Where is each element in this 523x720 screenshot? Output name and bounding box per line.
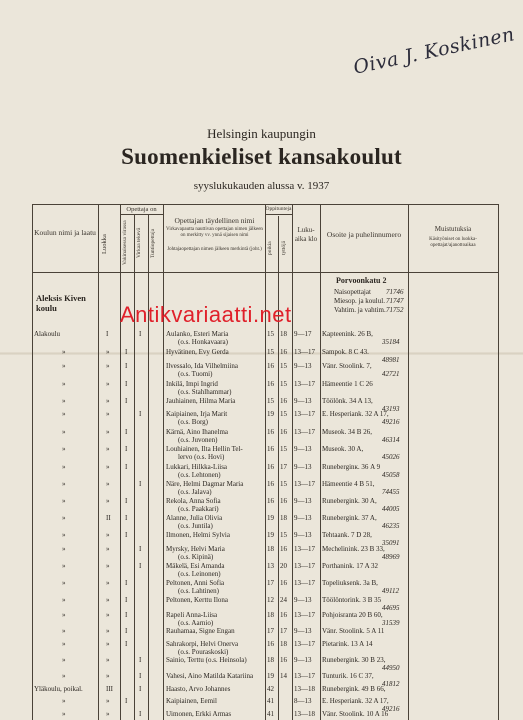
cell-teacher-maiden-name: (o.s. Honkavaara) xyxy=(178,338,228,346)
cell-class: III xyxy=(106,685,113,693)
cell-class: » xyxy=(106,428,110,436)
cell-school: » xyxy=(62,640,66,648)
cell-class: » xyxy=(106,579,110,587)
header-acting: Virkaa tekevä xyxy=(136,227,142,259)
cell-permanent: I xyxy=(125,428,128,436)
cell-permanent: I xyxy=(125,611,128,619)
cell-teacher-name: Peltonen, Anni Sofia xyxy=(166,579,225,587)
cell-phone: 44005 xyxy=(382,505,400,513)
subheader-rule xyxy=(265,214,292,215)
cell-permanent: I xyxy=(125,514,128,522)
cell-time: 13—17 xyxy=(294,640,315,648)
cell-boys: 18 xyxy=(267,611,274,619)
cell-address: Topeliuksenk. 3a B, xyxy=(322,579,378,587)
cell-girls: 24 xyxy=(280,596,287,604)
cell-boys: 16 xyxy=(267,362,274,370)
paper-fold xyxy=(0,352,523,355)
cell-class: » xyxy=(106,445,110,453)
cell-teacher-name: Ilmonen, Helmi Sylvia xyxy=(166,531,230,539)
cell-school: » xyxy=(62,380,66,388)
cell-address: Sampok. 8 C 43. xyxy=(322,348,369,356)
cell-girls: 18 xyxy=(280,330,287,338)
cell-class: » xyxy=(106,480,110,488)
cell-teacher-name: Kärnä, Aino Ihanelma xyxy=(166,428,229,436)
cell-acting: I xyxy=(139,480,142,488)
col-rule xyxy=(292,204,293,720)
col-rule xyxy=(163,204,164,720)
header-teacher-name-note1: Virkavapautta nauttivan opettajan nimen jälkeen on merkitty vv. ynnä sijaisen nimi xyxy=(166,227,263,238)
cell-time: 13—17 xyxy=(294,348,315,356)
cell-girls: 15 xyxy=(280,380,287,388)
cell-girls: 16 xyxy=(280,497,287,505)
col-rule xyxy=(278,216,279,720)
title-city: Helsingin kaupungin xyxy=(207,126,316,141)
cell-teacher-maiden-name: (o.s. Pouraskoski) xyxy=(178,648,229,656)
cell-girls: 20 xyxy=(280,562,287,570)
cell-girls: 16 xyxy=(280,348,287,356)
cell-time: 13—18 xyxy=(294,710,315,718)
col-rule xyxy=(148,214,149,720)
cell-acting: I xyxy=(139,672,142,680)
cell-address: Tehtaank. 7 D 28, xyxy=(322,531,372,539)
header-permanent: Vakinaisessa virassa xyxy=(122,220,128,266)
cell-school: » xyxy=(62,562,66,570)
school-phone-label: Miesop. ja koulul. xyxy=(334,297,385,305)
cell-address: Vänr. Stoolink. 5 A 11 xyxy=(322,627,385,635)
cell-address: Museok. 34 B 26, xyxy=(322,428,372,436)
cell-permanent: I xyxy=(125,531,128,539)
cell-school: » xyxy=(62,656,66,664)
cell-permanent: I xyxy=(125,640,128,648)
cell-address: Runebergink. 30 B 23, xyxy=(322,656,386,664)
cell-time: 9—13 xyxy=(294,497,312,505)
cell-address: Vänr. Stoolink. 10 A 16 xyxy=(322,710,389,718)
cell-teacher-maiden-name: (o.s. Lahtinen) xyxy=(178,587,220,595)
cell-class: » xyxy=(106,545,110,553)
cell-address: E. Hesperiank. 32 A 17, xyxy=(322,697,389,705)
cell-school: » xyxy=(62,514,66,522)
cell-teacher-name: Peltonen, Kerttu Ilona xyxy=(166,596,229,604)
cell-address: Mechelinink. 23 B 33, xyxy=(322,545,385,553)
cell-acting: I xyxy=(139,710,142,718)
cell-address: Pohjoisranta 20 B 60, xyxy=(322,611,383,619)
cell-time: 13—17 xyxy=(294,611,315,619)
cell-acting: I xyxy=(139,562,142,570)
cell-teacher-name: Rapeli Anna-Liisa xyxy=(166,611,218,619)
cell-time: 9—13 xyxy=(294,627,312,635)
header-school: Koulun nimi ja laatu xyxy=(34,228,96,237)
cell-phone: 31539 xyxy=(382,619,400,627)
cell-school: » xyxy=(62,611,66,619)
cell-school: » xyxy=(62,428,66,436)
cell-boys: 16 xyxy=(267,480,274,488)
cell-address: Töölönk. 34 A 13, xyxy=(322,397,373,405)
cell-girls: 18 xyxy=(280,640,287,648)
handwritten-signature: Oiva J. Koskinen xyxy=(351,23,517,79)
cell-phone: 35184 xyxy=(382,338,400,346)
cell-teacher-name: Aulanko, Esteri Maria xyxy=(166,330,229,338)
cell-teacher-name: Näre, Helmi Dagmar Maria xyxy=(166,480,244,488)
cell-boys: 19 xyxy=(267,514,274,522)
cell-class: » xyxy=(106,710,110,718)
cell-permanent: I xyxy=(125,627,128,635)
cell-teacher-name: Vahesi, Aino Matilda Katariina xyxy=(166,672,254,680)
cell-class: » xyxy=(106,697,110,705)
cell-time: 13—17 xyxy=(294,672,315,680)
cell-teacher-name: Alanne, Julia Olivia xyxy=(166,514,223,522)
header-teacher-name: Opettajan täydellinen nimi xyxy=(174,216,255,225)
cell-teacher-name: Hyvätinen, Evy Gerda xyxy=(166,348,229,356)
cell-class: » xyxy=(106,611,110,619)
header-notes: Muistutuksia xyxy=(434,225,472,233)
cell-boys: 15 xyxy=(267,348,274,356)
cell-time: 9—13 xyxy=(294,514,312,522)
cell-teacher-name: Kaipiainen, Irja Marit xyxy=(166,410,228,418)
cell-school: » xyxy=(62,410,66,418)
cell-time: 9—13 xyxy=(294,596,312,604)
cell-time: 13—17 xyxy=(294,562,315,570)
cell-permanent: I xyxy=(125,697,128,705)
header-girls: tyttöjä xyxy=(281,240,287,256)
cell-address: E. Hesperiank. 32 A 17, xyxy=(322,410,389,418)
cell-boys: 15 xyxy=(267,397,274,405)
header-address: Osoite ja puhelinnumero xyxy=(326,230,402,239)
cell-girls: 16 xyxy=(280,656,287,664)
school-phone-number: 71747 xyxy=(386,297,404,305)
cell-time: 9—13 xyxy=(294,463,312,471)
cell-school: » xyxy=(62,672,66,680)
cell-phone: 41812 xyxy=(382,680,400,688)
cell-acting: I xyxy=(139,410,142,418)
cell-address: Runebergink. 30 A, xyxy=(322,497,377,505)
school-phone-label: Vahtim. ja vahtim. xyxy=(334,306,386,314)
school-phone-number: 71746 xyxy=(386,288,404,296)
cell-boys: 19 xyxy=(267,531,274,539)
cell-address: Kapteenink. 26 B, xyxy=(322,330,373,338)
cell-teacher-maiden-name: (o.s. Jalava) xyxy=(178,488,212,496)
cell-teacher-name: Mäkelä, Esi Amanda xyxy=(166,562,225,570)
cell-class: » xyxy=(106,627,110,635)
cell-teacher-maiden-name: (o.s. Aarnio) xyxy=(178,619,214,627)
cell-boys: 41 xyxy=(267,697,274,705)
cell-phone: 44950 xyxy=(382,664,400,672)
cell-permanent: I xyxy=(125,380,128,388)
cell-boys: 16 xyxy=(267,428,274,436)
cell-boys: 19 xyxy=(267,410,274,418)
header-teacher-is: Opettaja on xyxy=(126,206,157,213)
cell-permanent: I xyxy=(125,579,128,587)
cell-school: » xyxy=(62,545,66,553)
cell-acting: I xyxy=(139,656,142,664)
col-rule xyxy=(320,204,321,720)
cell-address: Museok. 30 A, xyxy=(322,445,364,453)
cell-class: » xyxy=(106,348,110,356)
school-phone-number: 71752 xyxy=(386,306,404,314)
cell-class: » xyxy=(106,640,110,648)
cell-school: » xyxy=(62,463,66,471)
cell-school: » xyxy=(62,697,66,705)
cell-girls: 16 xyxy=(280,545,287,553)
cell-phone: 43193 xyxy=(382,405,400,413)
header-pupils: Oppitunteja xyxy=(265,206,292,212)
cell-phone: 46314 xyxy=(382,436,400,444)
cell-class: » xyxy=(106,380,110,388)
cell-phone: 49216 xyxy=(382,418,400,426)
cell-class: » xyxy=(106,656,110,664)
cell-teacher-name: Haasto, Arvo Johannes xyxy=(166,685,231,693)
title-period: syyslukukauden alussa v. 1937 xyxy=(193,180,330,192)
cell-address: Hämeentie 4 B 51, xyxy=(322,480,375,488)
cell-class: II xyxy=(106,514,111,522)
cell-teacher-maiden-name: (o.s. Leinonen) xyxy=(178,570,221,578)
cell-class: I xyxy=(106,330,109,338)
cell-girls: 15 xyxy=(280,480,287,488)
cell-teacher-maiden-name: (o.s. Borg) xyxy=(178,418,209,426)
cell-school: » xyxy=(62,627,66,635)
cell-boys: 18 xyxy=(267,545,274,553)
header-teacher-name-note2: Johtajaopettajan nimen jälkeen merkintä (joht.) xyxy=(167,247,262,252)
cell-time: 8—13 xyxy=(294,697,312,705)
cell-address: Tunturik. 16 C 37, xyxy=(322,672,374,680)
cell-acting: I xyxy=(139,685,142,693)
cell-girls: 15 xyxy=(280,445,287,453)
cell-class: » xyxy=(106,397,110,405)
cell-phone: 48969 xyxy=(382,553,400,561)
cell-phone: 44695 xyxy=(382,604,400,612)
cell-girls: 17 xyxy=(280,463,287,471)
cell-phone: 42721 xyxy=(382,370,400,378)
cell-girls: 17 xyxy=(280,627,287,635)
cell-teacher-name: Kaipiainen, Eemil xyxy=(166,697,217,705)
cell-boys: 15 xyxy=(267,330,274,338)
cell-boys: 17 xyxy=(267,627,274,635)
cell-girls: 16 xyxy=(280,579,287,587)
cell-school: » xyxy=(62,348,66,356)
cell-time: 13—18 xyxy=(294,685,315,693)
cell-address: Runeberginк. 36 A 9 xyxy=(322,463,381,471)
cell-girls: 16 xyxy=(280,428,287,436)
cell-teacher-name: Inkilä, Impi Ingrid xyxy=(166,380,218,388)
cell-teacher-name: Louhiainen, Ilta Hellin Tel- xyxy=(166,445,243,453)
cell-school: » xyxy=(62,397,66,405)
cell-phone: 49112 xyxy=(382,587,399,595)
cell-school: Yläkoulu, poikal. xyxy=(34,685,83,693)
cell-girls: 14 xyxy=(280,672,287,680)
col-rule xyxy=(134,214,135,720)
col-rule xyxy=(408,204,409,720)
cell-time: 9—13 xyxy=(294,397,312,405)
cell-permanent: I xyxy=(125,348,128,356)
cell-permanent: I xyxy=(125,397,128,405)
school-address: Porvoonkatu 2 xyxy=(336,276,387,285)
cell-time: 13—17 xyxy=(294,480,315,488)
cell-address: Töölöntorink. 3 B 35 xyxy=(322,596,382,604)
cell-teacher-maiden-name: (o.s. Lehtonen) xyxy=(178,471,221,479)
cell-boys: 19 xyxy=(267,672,274,680)
cell-phone: 35091 xyxy=(382,539,400,547)
cell-teacher-name: Uimonen, Erkki Armas xyxy=(166,710,232,718)
cell-acting: I xyxy=(139,545,142,553)
cell-permanent: I xyxy=(125,463,128,471)
cell-school: Alakoulu xyxy=(34,330,61,338)
cell-time: 13—17 xyxy=(294,380,315,388)
cell-phone: 48981 xyxy=(382,356,400,364)
cell-class: » xyxy=(106,463,110,471)
header-notes-sub: Käsityöniset on luokka-opettajat/ajanottoaikaa xyxy=(429,237,477,248)
col-rule xyxy=(498,204,499,720)
cell-boys: 18 xyxy=(267,656,274,664)
cell-girls: 16 xyxy=(280,397,287,405)
cell-boys: 17 xyxy=(267,579,274,587)
document-title: Suomenkieliset kansakoulut xyxy=(121,144,402,169)
school-phone-label: Naisopettajat xyxy=(334,288,371,296)
cell-teacher-name: Ilvessalo, Ida Vilhelmiina xyxy=(166,362,238,370)
header-hourly: Tuntiopettaja xyxy=(150,228,156,258)
cell-teacher-name: Sainio, Terttu (o.s. Heinsola) xyxy=(166,656,247,664)
cell-class: » xyxy=(106,596,110,604)
cell-time: 9—13 xyxy=(294,362,312,370)
cell-teacher-name: Sahrakorpi, Helvi Onerva xyxy=(166,640,239,648)
cell-address: Runebergink. 37 A, xyxy=(322,514,377,522)
cell-boys: 16 xyxy=(267,497,274,505)
cell-time: 13—17 xyxy=(294,545,315,553)
cell-time: 13—17 xyxy=(294,428,315,436)
cell-time: 9—13 xyxy=(294,656,312,664)
cell-class: » xyxy=(106,672,110,680)
header-class: Luokka xyxy=(101,234,108,254)
cell-school: » xyxy=(62,362,66,370)
school-name: Aleksis Kiven koulu xyxy=(36,293,86,313)
cell-class: » xyxy=(106,410,110,418)
cell-teacher-name: Lukkari, Hilkka-Liisa xyxy=(166,463,228,471)
cell-boys: 12 xyxy=(267,596,274,604)
cell-phone: 49216 xyxy=(382,705,400,713)
cell-teacher-maiden-name: (o.s. Kipinä) xyxy=(178,553,214,561)
cell-permanent: I xyxy=(125,445,128,453)
cell-teacher-maiden-name: (o.s. Juntila) xyxy=(178,522,213,530)
cell-teacher-maiden-name: lervo (o.s. Hovi) xyxy=(178,453,225,461)
cell-address: Porthanink. 17 A 32 xyxy=(322,562,379,570)
cell-teacher-maiden-name: (o.s. Juvonen) xyxy=(178,436,218,444)
cell-time: 13—17 xyxy=(294,410,315,418)
cell-phone: 74455 xyxy=(382,488,400,496)
cell-address: Hämeentie 1 C 26 xyxy=(322,380,373,388)
cell-school: » xyxy=(62,710,66,718)
cell-time: 9—13 xyxy=(294,445,312,453)
cell-teacher-maiden-name: (o.s. Paakkari) xyxy=(178,505,219,513)
cell-boys: 13 xyxy=(267,562,274,570)
col-rule xyxy=(265,204,266,720)
cell-phone: 46235 xyxy=(382,522,400,530)
cell-teacher-maiden-name: (o.s. Stahlhammar) xyxy=(178,388,232,396)
cell-permanent: I xyxy=(125,596,128,604)
cell-permanent: I xyxy=(125,362,128,370)
cell-time: 13—17 xyxy=(294,579,315,587)
col-rule xyxy=(120,204,121,720)
col-rule xyxy=(32,204,33,720)
cell-phone: 45026 xyxy=(382,453,400,461)
watermark: Antikvariaatti.net xyxy=(120,302,292,327)
cell-teacher-name: Rauhamaa, Signe Engan xyxy=(166,627,235,635)
header-boys: poikia xyxy=(267,241,273,255)
cell-girls: 15 xyxy=(280,362,287,370)
cell-class: » xyxy=(106,562,110,570)
cell-boys: 41 xyxy=(267,710,274,718)
cell-phone: 45058 xyxy=(382,471,400,479)
cell-girls: 18 xyxy=(280,514,287,522)
cell-school: » xyxy=(62,497,66,505)
cell-address: Vänr. Stoolink. 7, xyxy=(322,362,372,370)
cell-teacher-name: Jauhiainen, Hilma Maria xyxy=(166,397,236,405)
cell-class: » xyxy=(106,362,110,370)
cell-school: » xyxy=(62,531,66,539)
cell-school: » xyxy=(62,596,66,604)
cell-girls: 15 xyxy=(280,531,287,539)
cell-teacher-name: Rekola, Anna Sofia xyxy=(166,497,221,505)
cell-boys: 42 xyxy=(267,685,274,693)
cell-acting: I xyxy=(139,330,142,338)
cell-school: » xyxy=(62,579,66,587)
cell-teacher-name: Myrsky, Helvi Maria xyxy=(166,545,225,553)
cell-address: Pietarink. 13 A 14 xyxy=(322,640,373,648)
cell-school: » xyxy=(62,445,66,453)
cell-teacher-maiden-name: (o.s. Tuomi) xyxy=(178,370,213,378)
cell-girls: 15 xyxy=(280,410,287,418)
col-rule xyxy=(98,204,99,720)
cell-boys: 16 xyxy=(267,380,274,388)
cell-class: » xyxy=(106,531,110,539)
cell-class: » xyxy=(106,497,110,505)
cell-address: Runebergink. 49 B 66, xyxy=(322,685,386,693)
cell-girls: 16 xyxy=(280,611,287,619)
cell-school: » xyxy=(62,480,66,488)
cell-time: 9—13 xyxy=(294,531,312,539)
cell-boys: 16 xyxy=(267,445,274,453)
cell-boys: 16 xyxy=(267,640,274,648)
cell-boys: 16 xyxy=(267,463,274,471)
cell-time: 9—17 xyxy=(294,330,312,338)
cell-permanent: I xyxy=(125,497,128,505)
header-time: Luku-aika klo xyxy=(294,226,318,243)
subheader-rule xyxy=(120,214,163,215)
